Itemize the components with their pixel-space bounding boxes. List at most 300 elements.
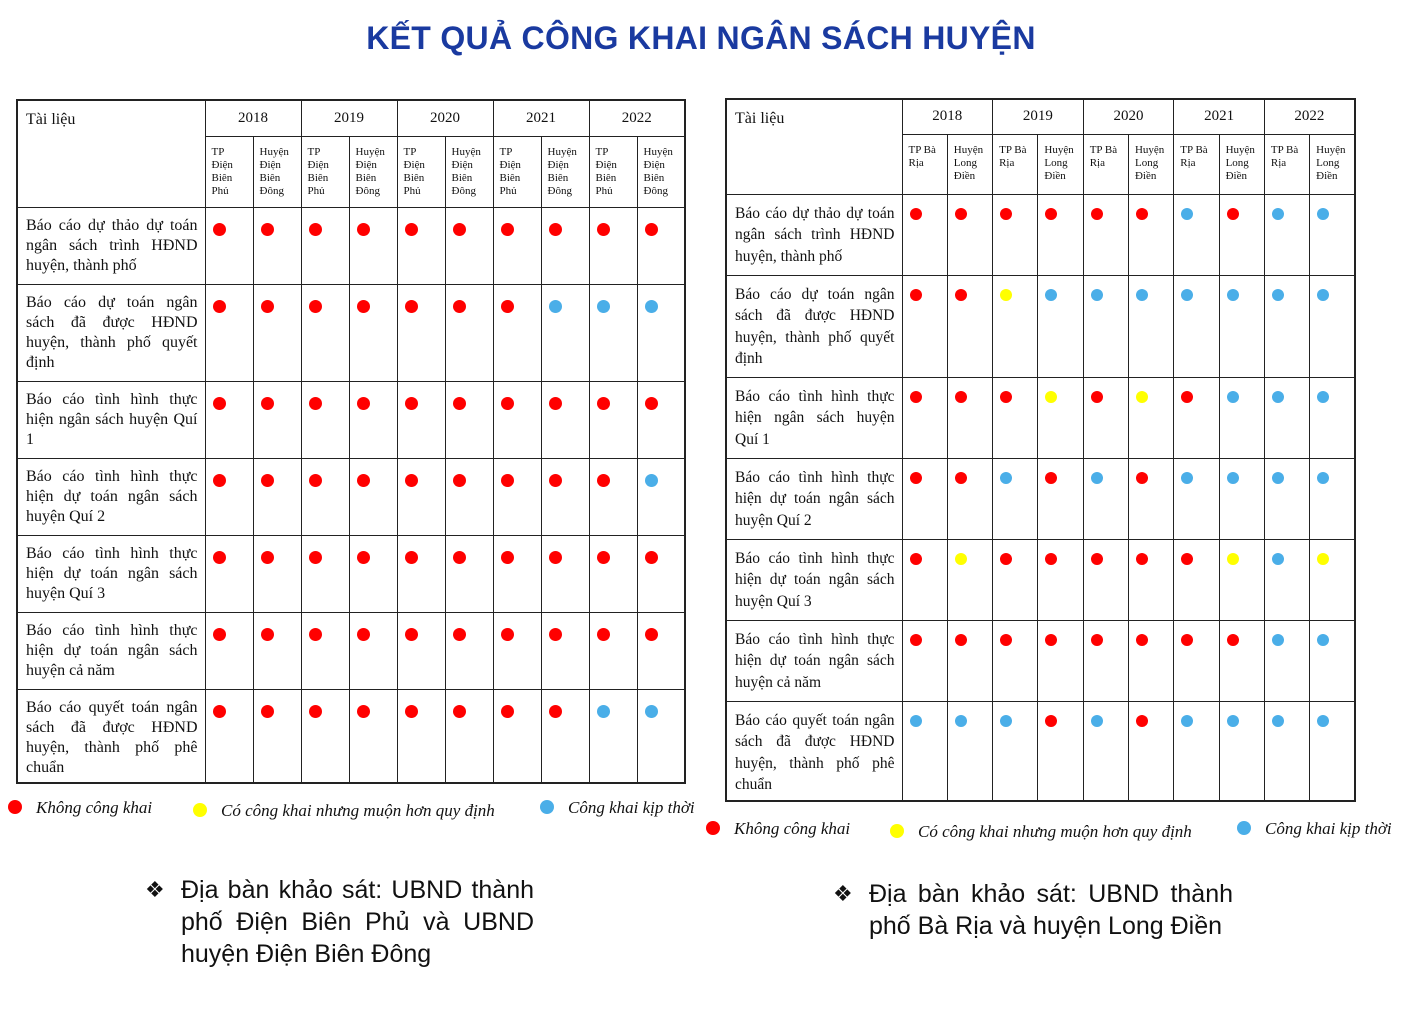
red-dot-icon	[453, 223, 466, 236]
red-dot-icon	[213, 551, 226, 564]
yellow-dot-icon	[955, 553, 967, 565]
blue-dot-icon	[1272, 391, 1284, 403]
red-dot-icon	[549, 397, 562, 410]
status-cell	[1174, 275, 1219, 377]
status-cell	[947, 539, 992, 620]
table-row	[17, 207, 685, 284]
row-label: Báo cáo dự thảo dự toán ngân sách trình HĐND huyện, thành phố	[726, 194, 902, 275]
red-dot-icon	[910, 208, 922, 220]
status-cell	[637, 689, 685, 783]
unit-header-city: TP Bà Rịa	[902, 134, 947, 194]
status-cell	[637, 284, 685, 381]
status-cell	[1264, 377, 1309, 458]
legend-blue: Công khai kịp thời	[540, 798, 695, 818]
status-cell	[493, 535, 541, 612]
status-cell	[1083, 539, 1128, 620]
status-cell	[397, 689, 445, 783]
yellow-dot-icon	[193, 803, 207, 817]
red-dot-icon	[261, 397, 274, 410]
red-dot-icon	[1091, 391, 1103, 403]
blue-dot-icon	[1227, 289, 1239, 301]
red-dot-icon	[309, 397, 322, 410]
blue-dot-icon	[1091, 289, 1103, 301]
status-cell	[205, 612, 253, 689]
red-dot-icon	[1136, 208, 1148, 220]
status-cell	[301, 381, 349, 458]
doc-header: Tài liệu	[17, 100, 205, 207]
row-label: Báo cáo quyết toán ngân sách đã được HĐND huyện, thành phố phê chuẩn	[17, 689, 205, 783]
status-cell	[1174, 377, 1219, 458]
blue-dot-icon	[1272, 472, 1284, 484]
table-row	[726, 275, 1355, 377]
blue-dot-icon	[1181, 289, 1193, 301]
status-cell	[253, 458, 301, 535]
red-dot-icon	[1136, 715, 1148, 727]
red-dot-icon	[261, 705, 274, 718]
table-row	[17, 612, 685, 689]
blue-dot-icon	[645, 705, 658, 718]
unit-header-city: TP Bà Rịa	[993, 134, 1038, 194]
red-dot-icon	[357, 705, 370, 718]
diamond-bullet-icon: ❖	[145, 877, 165, 902]
red-dot-icon	[405, 705, 418, 718]
status-cell	[205, 689, 253, 783]
year-header: 2022	[589, 100, 685, 136]
budget-table-dien-bien	[16, 99, 686, 784]
status-cell	[301, 612, 349, 689]
status-cell	[541, 207, 589, 284]
red-dot-icon	[706, 821, 720, 835]
status-cell	[1219, 458, 1264, 539]
status-cell	[1264, 620, 1309, 701]
row-label: Báo cáo tình hình thực hiện ngân sách huyện Quí 1	[17, 381, 205, 458]
red-dot-icon	[309, 300, 322, 313]
blue-dot-icon	[1272, 208, 1284, 220]
unit-header-district: Huyện Long Điền	[1219, 134, 1264, 194]
red-dot-icon	[501, 551, 514, 564]
unit-header-district: Huyện Điện Biên Đông	[349, 136, 397, 207]
status-cell	[993, 194, 1038, 275]
red-dot-icon	[357, 397, 370, 410]
table-row	[17, 381, 685, 458]
red-dot-icon	[1000, 634, 1012, 646]
status-cell	[589, 458, 637, 535]
status-cell	[541, 535, 589, 612]
status-cell	[947, 275, 992, 377]
blue-dot-icon	[1091, 472, 1103, 484]
status-cell	[589, 612, 637, 689]
red-dot-icon	[645, 551, 658, 564]
status-cell	[1128, 377, 1173, 458]
red-dot-icon	[357, 551, 370, 564]
status-cell	[1038, 194, 1083, 275]
table-row	[726, 458, 1355, 539]
status-cell	[493, 207, 541, 284]
red-dot-icon	[261, 300, 274, 313]
blue-dot-icon	[549, 300, 562, 313]
blue-dot-icon	[1317, 472, 1329, 484]
row-label: Báo cáo tình hình thực hiện dự toán ngân sách huyện Quí 3	[726, 539, 902, 620]
red-dot-icon	[453, 628, 466, 641]
status-cell	[589, 284, 637, 381]
red-dot-icon	[645, 628, 658, 641]
red-dot-icon	[910, 634, 922, 646]
status-cell	[1128, 701, 1173, 801]
row-label: Báo cáo tình hình thực hiện dự toán ngân sách huyện Quí 3	[17, 535, 205, 612]
status-cell	[445, 689, 493, 783]
status-cell	[1310, 275, 1355, 377]
status-cell	[349, 284, 397, 381]
table-row	[726, 620, 1355, 701]
blue-dot-icon	[1237, 821, 1251, 835]
yellow-dot-icon	[890, 824, 904, 838]
year-header: 2022	[1264, 99, 1355, 134]
blue-dot-icon	[1181, 472, 1193, 484]
status-cell	[1038, 458, 1083, 539]
yellow-dot-icon	[1317, 553, 1329, 565]
status-cell	[541, 381, 589, 458]
red-dot-icon	[645, 397, 658, 410]
status-cell	[1038, 539, 1083, 620]
status-cell	[397, 381, 445, 458]
status-cell	[349, 535, 397, 612]
red-dot-icon	[261, 628, 274, 641]
red-dot-icon	[405, 223, 418, 236]
unit-header-district: Huyện Điện Biên Đông	[541, 136, 589, 207]
table-body	[17, 207, 685, 783]
yellow-dot-icon	[1000, 289, 1012, 301]
status-cell	[947, 194, 992, 275]
unit-header-district: Huyện Long Điền	[1038, 134, 1083, 194]
blue-dot-icon	[1317, 715, 1329, 727]
status-cell	[637, 381, 685, 458]
status-cell	[445, 381, 493, 458]
red-dot-icon	[213, 628, 226, 641]
red-dot-icon	[453, 705, 466, 718]
blue-dot-icon	[1181, 208, 1193, 220]
status-cell	[205, 207, 253, 284]
status-cell	[589, 689, 637, 783]
red-dot-icon	[357, 223, 370, 236]
year-header: 2019	[993, 99, 1084, 134]
blue-dot-icon	[1317, 391, 1329, 403]
unit-header-city: TP Điện Biên Phủ	[397, 136, 445, 207]
status-cell	[541, 458, 589, 535]
blue-dot-icon	[1136, 289, 1148, 301]
row-label: Báo cáo tình hình thực hiện dự toán ngân sách huyện Quí 2	[17, 458, 205, 535]
red-dot-icon	[1045, 208, 1057, 220]
table-body	[726, 194, 1355, 801]
status-cell	[541, 284, 589, 381]
status-cell	[1128, 539, 1173, 620]
status-cell	[493, 458, 541, 535]
table-row	[726, 539, 1355, 620]
red-dot-icon	[955, 289, 967, 301]
status-cell	[1174, 539, 1219, 620]
status-cell	[349, 458, 397, 535]
status-cell	[349, 612, 397, 689]
status-cell	[301, 207, 349, 284]
status-cell	[445, 612, 493, 689]
red-dot-icon	[357, 300, 370, 313]
status-cell	[397, 535, 445, 612]
status-cell	[1083, 701, 1128, 801]
status-cell	[1219, 377, 1264, 458]
status-cell	[947, 620, 992, 701]
status-cell	[589, 535, 637, 612]
status-cell	[349, 381, 397, 458]
status-cell	[1038, 620, 1083, 701]
status-cell	[1128, 275, 1173, 377]
status-cell	[541, 612, 589, 689]
blue-dot-icon	[1091, 715, 1103, 727]
status-cell	[993, 539, 1038, 620]
red-dot-icon	[261, 223, 274, 236]
year-header: 2018	[902, 99, 993, 134]
table-row	[17, 535, 685, 612]
legend-red: Không công khai	[8, 798, 152, 818]
red-dot-icon	[453, 551, 466, 564]
red-dot-icon	[1181, 634, 1193, 646]
status-cell	[1219, 275, 1264, 377]
status-cell	[902, 458, 947, 539]
status-cell	[301, 284, 349, 381]
red-dot-icon	[405, 474, 418, 487]
status-cell	[1219, 620, 1264, 701]
status-cell	[205, 284, 253, 381]
red-dot-icon	[213, 705, 226, 718]
red-dot-icon	[1091, 208, 1103, 220]
red-dot-icon	[1091, 634, 1103, 646]
status-cell	[1310, 377, 1355, 458]
unit-header-district: Huyện Điện Biên Đông	[253, 136, 301, 207]
blue-dot-icon	[645, 474, 658, 487]
yellow-dot-icon	[1136, 391, 1148, 403]
status-cell	[1083, 620, 1128, 701]
row-label: Báo cáo dự thảo dự toán ngân sách trình HĐND huyện, thành phố	[17, 207, 205, 284]
status-cell	[253, 381, 301, 458]
year-header: 2018	[205, 100, 301, 136]
legend-red: Không công khai	[706, 819, 850, 839]
status-cell	[493, 284, 541, 381]
blue-dot-icon	[1272, 553, 1284, 565]
yellow-dot-icon	[1045, 391, 1057, 403]
red-dot-icon	[501, 474, 514, 487]
status-cell	[1174, 620, 1219, 701]
budget-table-ba-ria	[725, 98, 1356, 802]
status-cell	[902, 275, 947, 377]
unit-header-city: TP Bà Rịa	[1083, 134, 1128, 194]
status-cell	[902, 539, 947, 620]
status-cell	[902, 620, 947, 701]
red-dot-icon	[1181, 391, 1193, 403]
red-dot-icon	[213, 300, 226, 313]
red-dot-icon	[955, 208, 967, 220]
red-dot-icon	[309, 223, 322, 236]
row-label: Báo cáo tình hình thực hiện dự toán ngân sách huyện cả năm	[17, 612, 205, 689]
blue-dot-icon	[1227, 715, 1239, 727]
status-cell	[637, 458, 685, 535]
blue-dot-icon	[1317, 634, 1329, 646]
status-cell	[205, 381, 253, 458]
red-dot-icon	[501, 397, 514, 410]
red-dot-icon	[309, 705, 322, 718]
red-dot-icon	[8, 800, 22, 814]
blue-dot-icon	[1181, 715, 1193, 727]
status-cell	[493, 612, 541, 689]
red-dot-icon	[597, 628, 610, 641]
status-cell	[637, 207, 685, 284]
table-row	[17, 689, 685, 783]
unit-header-district: Huyện Long Điền	[1310, 134, 1355, 194]
blue-dot-icon	[1227, 472, 1239, 484]
year-header: 2019	[301, 100, 397, 136]
status-cell	[253, 612, 301, 689]
status-cell	[902, 377, 947, 458]
diamond-bullet-icon: ❖	[833, 881, 853, 906]
blue-dot-icon	[1000, 715, 1012, 727]
row-label: Báo cáo quyết toán ngân sách đã được HĐND huyện, thành phố phê chuẩn	[726, 701, 902, 801]
status-cell	[1174, 701, 1219, 801]
status-cell	[1264, 275, 1309, 377]
status-cell	[1310, 620, 1355, 701]
red-dot-icon	[405, 397, 418, 410]
status-cell	[301, 458, 349, 535]
row-label: Báo cáo tình hình thực hiện ngân sách huyện Quí 1	[726, 377, 902, 458]
year-header: 2020	[1083, 99, 1174, 134]
red-dot-icon	[453, 300, 466, 313]
status-cell	[445, 207, 493, 284]
status-cell	[1264, 458, 1309, 539]
blue-dot-icon	[1000, 472, 1012, 484]
survey-note-right: ❖ Địa bàn khảo sát: UBND thành phố Bà Rịa và huyện Long Điền	[833, 880, 1233, 940]
red-dot-icon	[1181, 553, 1193, 565]
status-cell	[1310, 701, 1355, 801]
status-cell	[947, 458, 992, 539]
status-cell	[1264, 194, 1309, 275]
red-dot-icon	[1000, 553, 1012, 565]
red-dot-icon	[501, 223, 514, 236]
status-cell	[205, 535, 253, 612]
status-cell	[1310, 539, 1355, 620]
blue-dot-icon	[910, 715, 922, 727]
year-header: 2021	[1174, 99, 1265, 134]
red-dot-icon	[405, 551, 418, 564]
status-cell	[397, 284, 445, 381]
year-header: 2021	[493, 100, 589, 136]
status-cell	[947, 701, 992, 801]
row-label: Báo cáo tình hình thực hiện dự toán ngân sách huyện Quí 2	[726, 458, 902, 539]
blue-dot-icon	[597, 705, 610, 718]
red-dot-icon	[910, 472, 922, 484]
status-cell	[253, 535, 301, 612]
red-dot-icon	[549, 705, 562, 718]
unit-header-city: TP Bà Rịa	[1174, 134, 1219, 194]
blue-dot-icon	[1045, 289, 1057, 301]
legend-yellow: Có công khai nhưng muộn hơn quy định	[890, 822, 1192, 842]
blue-dot-icon	[597, 300, 610, 313]
status-cell	[1264, 701, 1309, 801]
status-cell	[301, 535, 349, 612]
red-dot-icon	[405, 300, 418, 313]
status-cell	[1174, 194, 1219, 275]
status-cell	[493, 381, 541, 458]
red-dot-icon	[597, 397, 610, 410]
red-dot-icon	[955, 391, 967, 403]
red-dot-icon	[1000, 208, 1012, 220]
status-cell	[397, 458, 445, 535]
red-dot-icon	[501, 628, 514, 641]
unit-header-city: TP Điện Biên Phủ	[589, 136, 637, 207]
red-dot-icon	[1136, 634, 1148, 646]
unit-header-district: Huyện Long Điền	[947, 134, 992, 194]
status-cell	[205, 458, 253, 535]
red-dot-icon	[1091, 553, 1103, 565]
red-dot-icon	[1000, 391, 1012, 403]
status-cell	[589, 381, 637, 458]
red-dot-icon	[1136, 553, 1148, 565]
red-dot-icon	[405, 628, 418, 641]
status-cell	[253, 689, 301, 783]
row-label: Báo cáo tình hình thực hiện dự toán ngân sách huyện cả năm	[726, 620, 902, 701]
red-dot-icon	[549, 551, 562, 564]
status-cell	[253, 207, 301, 284]
table-row	[17, 458, 685, 535]
red-dot-icon	[549, 474, 562, 487]
table-row	[726, 701, 1355, 801]
table-row	[726, 377, 1355, 458]
table-row	[17, 284, 685, 381]
blue-dot-icon	[540, 800, 554, 814]
status-cell	[253, 284, 301, 381]
red-dot-icon	[1045, 553, 1057, 565]
status-cell	[637, 612, 685, 689]
red-dot-icon	[357, 474, 370, 487]
status-cell	[349, 207, 397, 284]
red-dot-icon	[501, 300, 514, 313]
row-label: Báo cáo dự toán ngân sách đã được HĐND huyện, thành phố quyết định	[726, 275, 902, 377]
status-cell	[993, 275, 1038, 377]
blue-dot-icon	[1272, 634, 1284, 646]
status-cell	[397, 612, 445, 689]
status-cell	[1219, 701, 1264, 801]
survey-note-left: ❖ Địa bàn khảo sát: UBND thành phố Điện Biên Phủ và UBND huyện Điện Biên Đông	[145, 876, 534, 968]
red-dot-icon	[1227, 634, 1239, 646]
red-dot-icon	[549, 223, 562, 236]
status-cell	[445, 284, 493, 381]
status-cell	[1083, 275, 1128, 377]
status-cell	[1264, 539, 1309, 620]
status-cell	[1083, 377, 1128, 458]
unit-header-city: TP Điện Biên Phủ	[205, 136, 253, 207]
red-dot-icon	[453, 474, 466, 487]
red-dot-icon	[261, 474, 274, 487]
red-dot-icon	[261, 551, 274, 564]
blue-dot-icon	[1227, 391, 1239, 403]
blue-dot-icon	[1317, 208, 1329, 220]
status-cell	[1174, 458, 1219, 539]
red-dot-icon	[213, 474, 226, 487]
red-dot-icon	[213, 223, 226, 236]
red-dot-icon	[910, 289, 922, 301]
status-cell	[349, 689, 397, 783]
status-cell	[1128, 620, 1173, 701]
red-dot-icon	[309, 474, 322, 487]
red-dot-icon	[910, 391, 922, 403]
red-dot-icon	[309, 628, 322, 641]
blue-dot-icon	[1272, 289, 1284, 301]
status-cell	[1083, 194, 1128, 275]
